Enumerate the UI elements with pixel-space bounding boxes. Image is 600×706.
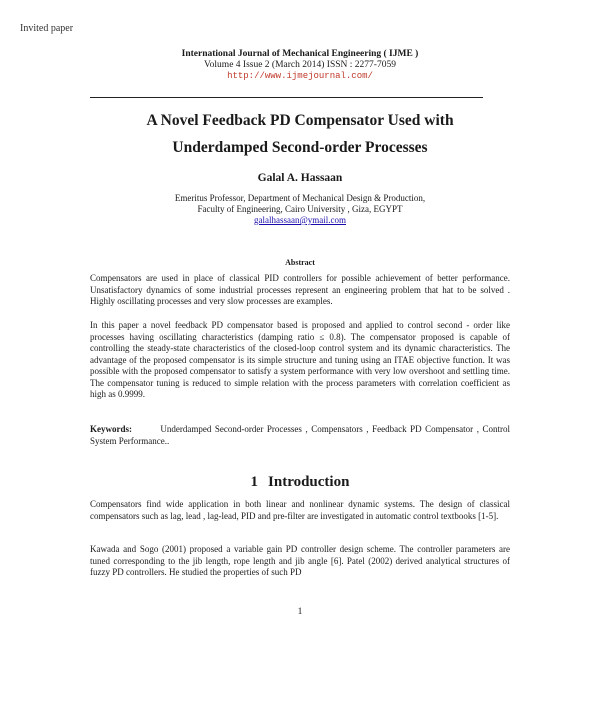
abstract-paragraph-2: In this paper a novel feedback PD compensator based is proposed and applied to control second - order like processes having oscillating characteristics (damping ratio ≤ 0.8). The compensator proposed is capable of controlling the steady-state characteristics of the closed-loop control system and its dynamic characteristics. The advantage of the proposed compensator is its simple structure and tuning using an ITAE objective function. It was possible with the proposed compensator to satisfy a system performance with very low overshoot and settling time. The compensator tuning is reduced to simple relation with the process parameters with correlation coefficient as high as 0.9999. bbox=[90, 320, 510, 399]
affiliation-line2: Faculty of Engineering, Cairo University , Giza, EGYPT bbox=[197, 204, 403, 214]
intro-paragraph-2: Kawada and Sogo (2001) proposed a variable gain PD controller design scheme. The controller parameters are tuned corresponding to the jib length, rope length and jib angle [6]. Patel (2002) derived analytical structures of fuzzy PD controllers. He studied the properties of such PD bbox=[90, 544, 510, 577]
keywords bbox=[90, 424, 510, 447]
affiliation-line1: Emeritus Professor, Department of Mechanical Design & Production, bbox=[174, 193, 426, 203]
paper-title-line2: Underdamped Second-order Processes bbox=[172, 139, 428, 156]
author-affiliation bbox=[0, 193, 600, 226]
page-number: 1 bbox=[297, 607, 303, 617]
section-title: Introduction bbox=[268, 474, 350, 490]
keywords-label: Keywords: bbox=[90, 424, 132, 434]
intro-paragraph-1: Compensators find wide application in both linear and nonlinear dynamic systems. The design of classical compensators such as lag, lead , lag-lead, PID and pre-filter are investigated in automatic control textbooks [1-5]. bbox=[90, 499, 510, 521]
journal-volume: Volume 4 Issue 2 (March 2014) ISSN : 2277-7059 bbox=[204, 60, 396, 70]
invited-paper-label: Invited paper bbox=[20, 23, 74, 34]
paper-title bbox=[60, 107, 540, 161]
journal-header bbox=[0, 49, 600, 82]
keywords-list: Underdamped Second-order Processes , Compensators , Feedback PD Compensator , Control System Performance.. bbox=[90, 424, 511, 446]
section-number: 1 bbox=[250, 474, 259, 490]
author-email-link[interactable]: galalhassaan@ymail.com bbox=[253, 215, 346, 225]
header-divider bbox=[90, 97, 483, 98]
paper-title-line1: A Novel Feedback PD Compensator Used with bbox=[146, 112, 454, 129]
abstract-heading: Abstract bbox=[285, 258, 315, 267]
journal-url-link[interactable]: http://www.ijmejournal.com/ bbox=[227, 71, 373, 81]
abstract-paragraph-1: Compensators are used in place of classical PID controllers for possible achievement of better performance. Unsatisfactory dynamics of some industrial processes represent an engineering problem that hat to be solved . Highly oscillating processes and very slow processes are examples. bbox=[90, 273, 510, 306]
journal-name: International Journal of Mechanical Engineering ( IJME ) bbox=[181, 49, 419, 59]
author-name: Galal A. Hassaan bbox=[257, 172, 343, 184]
section-heading bbox=[0, 474, 600, 491]
